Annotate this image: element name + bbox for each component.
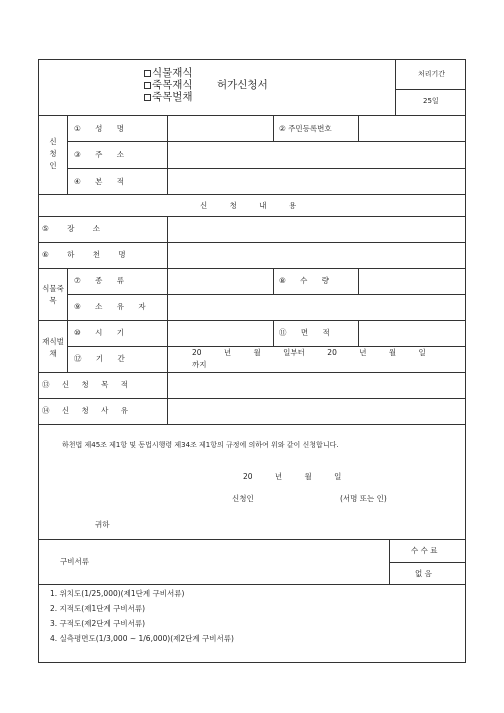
statement-text: 하천법 제45조 제1항 및 동법시행령 제34조 제1항의 규정에 의하여 위와 같이 신청합니다. [62, 441, 339, 449]
plant-section-label: 식물죽목 [42, 284, 64, 305]
fee-label: 수 수 료 [411, 546, 438, 555]
sign-note: (서명 또는 인) [340, 494, 387, 503]
planting-section-label: 재식벌채 [42, 337, 64, 358]
title-option-bamboo-cut: 죽목벌채 [144, 91, 193, 103]
rule [67, 346, 466, 347]
processing-label: 처리기간 [418, 70, 446, 78]
rule [38, 216, 466, 217]
rule [38, 242, 466, 243]
checkbox-icon[interactable] [144, 94, 151, 101]
rule [38, 424, 466, 425]
purpose-label: ⑬ 신 청 목 적 [42, 380, 134, 389]
rule [273, 268, 274, 294]
title-option-plant: 식물재식 [144, 67, 193, 79]
document-item: 2. 지적도(제1단계 구비서류) [50, 604, 145, 613]
rule [358, 320, 359, 346]
rule [67, 168, 466, 169]
rule [38, 115, 466, 116]
rule [38, 584, 466, 585]
area-label: ⑪ 면 적 [279, 328, 336, 337]
kind-label: ⑦ 종 류 [74, 276, 130, 285]
processing-value: 25일 [423, 97, 439, 105]
rule [67, 141, 466, 142]
applicant-label: 신청인 [49, 137, 57, 170]
rule [67, 268, 68, 372]
rule [167, 216, 168, 424]
date-line: 20 년 월 일 [243, 472, 342, 481]
addressee: 귀하 [95, 520, 110, 529]
rule [38, 194, 466, 195]
rule [358, 268, 359, 294]
rule [67, 115, 68, 194]
rule [395, 89, 466, 90]
title-suffix: 허가신청서 [217, 79, 268, 91]
place-label: ⑤ 장 소 [42, 224, 108, 233]
rule [38, 372, 466, 373]
period-label: ⑫ 기 간 [74, 354, 131, 363]
title-option-bamboo-plant: 죽목재식 [144, 79, 193, 91]
checkbox-icon[interactable] [144, 82, 151, 89]
domicile-label: ④ 본 적 [74, 177, 130, 186]
resident-number-label: ② 주민등록번호 [279, 124, 332, 133]
time-label: ⑩ 시 기 [74, 328, 130, 337]
reason-label: ⑭ 신 청 사 유 [42, 406, 134, 415]
address-label: ③ 주 소 [74, 150, 130, 159]
documents-label: 구비서류 [60, 557, 89, 566]
owner-label: ⑨ 소 유 자 [74, 302, 152, 311]
content-header: 신 청 내 용 [200, 201, 307, 210]
applicant-sign-label: 신청인 [232, 494, 254, 503]
document-item: 4. 실측평면도(1/3,000 ~ 1/6,000)(제2단계 구비서류) [50, 634, 234, 643]
quantity-label: ⑧ 수 량 [279, 276, 335, 285]
rule [389, 539, 390, 584]
rule [67, 294, 466, 295]
rule [167, 115, 168, 194]
document-item: 1. 위치도(1/25,000)(제1단계 구비서류) [50, 589, 185, 598]
document-item: 3. 구적도(제2단계 구비서류) [50, 619, 145, 628]
rule [38, 268, 466, 269]
rule [358, 115, 359, 141]
name-label: ① 성 명 [74, 124, 130, 133]
period-value-line1: 20 년 월 일부터 20 년 월 일 [192, 348, 426, 357]
rule [273, 115, 274, 141]
rule [38, 539, 466, 540]
rule [38, 320, 466, 321]
checkbox-icon[interactable] [144, 70, 151, 77]
rule [395, 59, 396, 115]
rule [273, 320, 274, 346]
rule [38, 398, 466, 399]
fee-value: 없 음 [415, 569, 432, 578]
period-value-line2: 까지 [192, 360, 207, 369]
river-name-label: ⑥ 하 천 명 [42, 250, 134, 259]
rule [389, 562, 466, 563]
